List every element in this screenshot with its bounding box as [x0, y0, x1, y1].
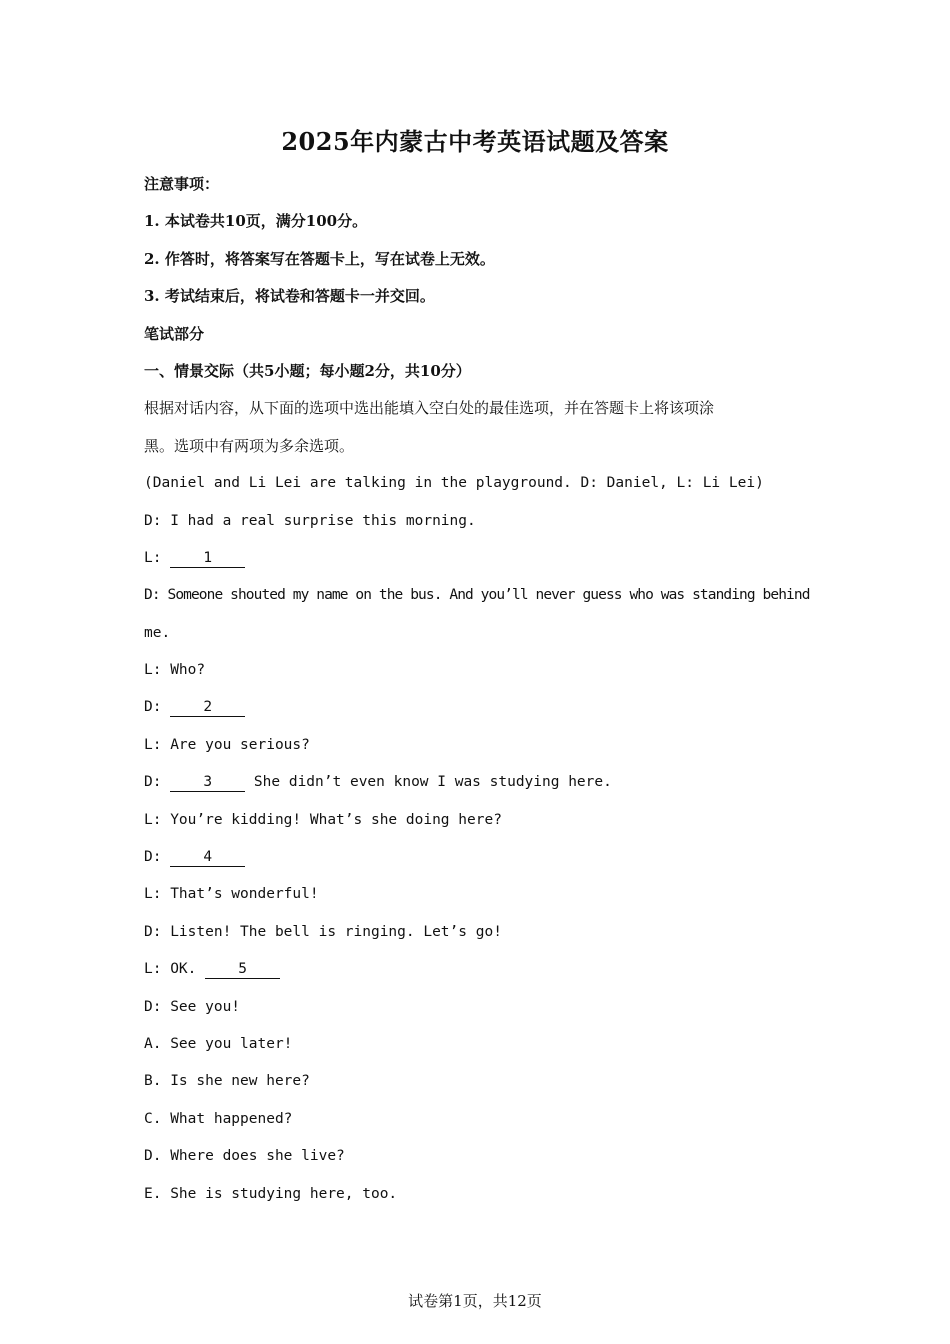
dialogue-line: D: See you!	[144, 998, 241, 1015]
answer-blank-5: 5	[205, 960, 280, 979]
speaker-label: L:	[144, 549, 171, 566]
speaker-label: D:	[144, 774, 171, 791]
dialogue-line: me.	[144, 624, 171, 641]
dialogue-line: D: Listen! The bell is ringing. Let’s go!	[144, 923, 502, 940]
section-instruction: 根据对话内容，从下面的选项中选出能填入空白处的最佳选项，并在答题卡上将该项涂	[144, 399, 715, 418]
speaker-label: L: OK.	[144, 961, 206, 978]
dialogue-line	[144, 845, 814, 882]
option-item: E. She is studying here, too.	[144, 1185, 398, 1202]
notice-item: 2. 作答时，将答案写在答题卡上，写在试卷上无效。	[144, 249, 495, 268]
answer-blank-3: 3	[170, 773, 245, 792]
speaker-label: D:	[144, 849, 171, 866]
option-item: A. See you later!	[144, 1035, 293, 1052]
dialogue-line: L: Are you serious?	[144, 736, 310, 753]
dialogue-line: L: That’s wonderful!	[144, 886, 319, 903]
section-instruction: 黑。选项中有两项为多余选项。	[144, 436, 355, 455]
part-title: 笔试部分	[144, 324, 205, 343]
dialogue-line	[144, 770, 814, 807]
dialogue-line: L: You’re kidding! What’s she doing here?	[144, 811, 502, 828]
option-item: D. Where does she live?	[144, 1148, 345, 1165]
dialogue-line: D: I had a real surprise this morning.	[144, 512, 476, 529]
section-heading: 一、情景交际（共5小题；每小题2分，共10分）	[144, 361, 471, 380]
speaker-label: D:	[144, 699, 171, 716]
dialogue-line	[144, 546, 814, 583]
option-item: C. What happened?	[144, 1110, 293, 1127]
dialogue-line: D: Someone shouted my name on the bus. And you’ll never guess who was standing behind	[144, 587, 810, 604]
answer-blank-1: 1	[170, 549, 245, 568]
answer-blank-2: 2	[170, 698, 245, 717]
dialogue-intro: (Daniel and Li Lei are talking in the playground. D: Daniel, L: Li Lei)	[144, 475, 764, 492]
document-body	[144, 172, 814, 1219]
page-footer: 试卷第1页，共12页	[408, 1292, 542, 1310]
notice-heading: 注意事项：	[144, 175, 220, 193]
notice-item: 1. 本试卷共10页，满分100分。	[144, 212, 368, 231]
dialogue-line: L: Who?	[144, 662, 206, 679]
notice-item: 3. 考试结束后，将试卷和答题卡一并交回。	[144, 287, 435, 306]
dialogue-text: She didn’t even know I was studying here.	[245, 774, 612, 791]
option-item: B. Is she new here?	[144, 1073, 310, 1090]
dialogue-line	[144, 957, 814, 994]
page-title: 2025年内蒙古中考英语试题及答案	[281, 127, 669, 156]
answer-blank-4: 4	[170, 848, 245, 867]
dialogue-line	[144, 695, 814, 732]
